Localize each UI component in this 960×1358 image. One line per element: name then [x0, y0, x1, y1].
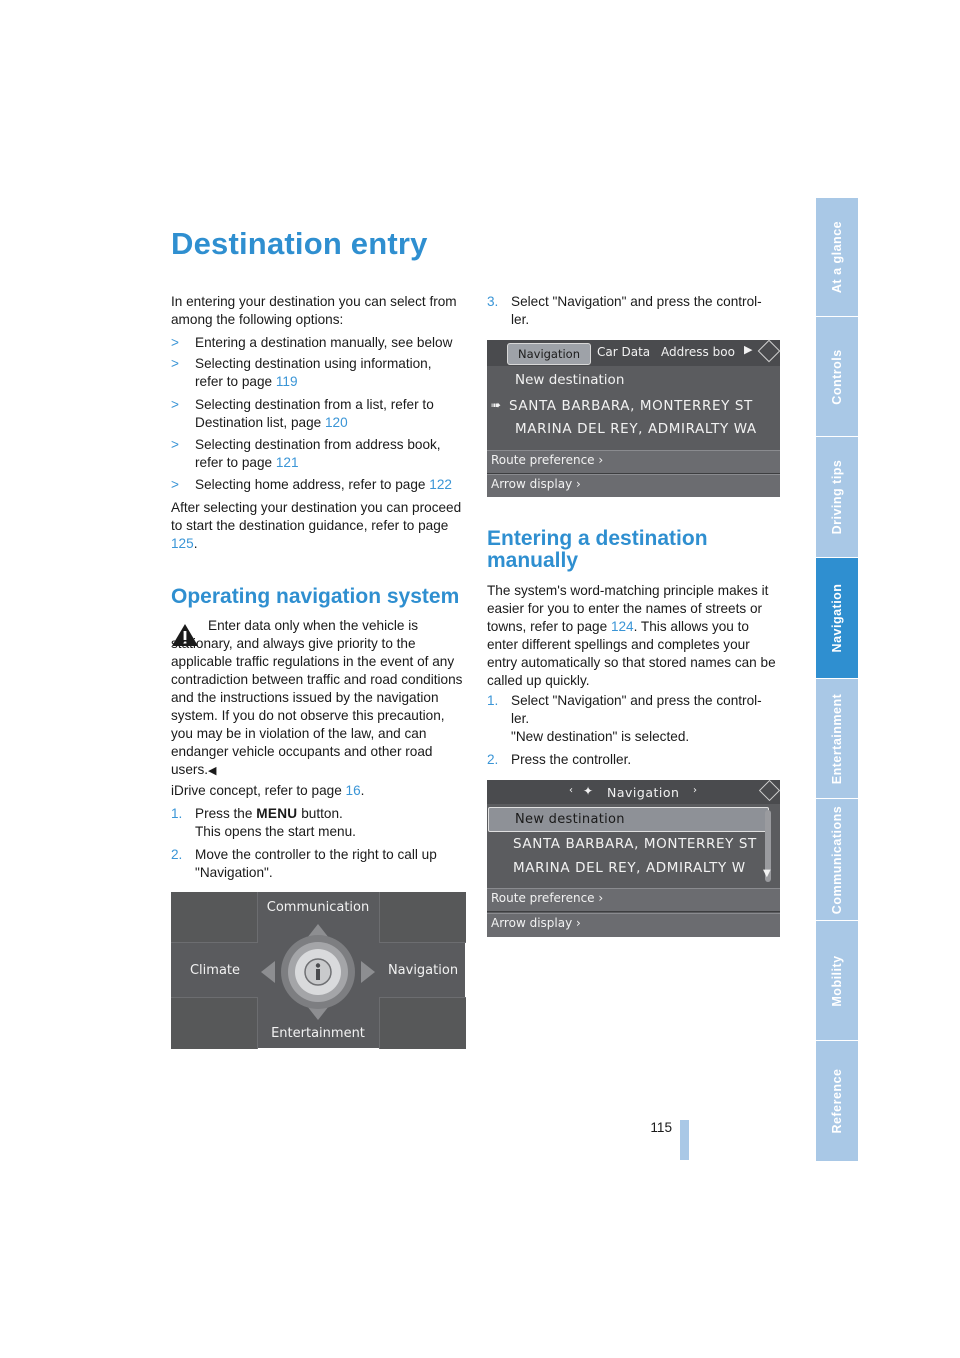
side-tab-navigation[interactable]: Navigation	[816, 557, 858, 678]
nav-item-new-destination[interactable]: New destination	[515, 372, 625, 388]
page-link[interactable]: 120	[324, 415, 348, 430]
side-tab-controls[interactable]: Controls	[816, 316, 858, 436]
tab-address-book[interactable]: Address boo	[661, 345, 735, 359]
tab-navigation[interactable]: Navigation	[507, 343, 591, 365]
arrow-display-button[interactable]: Arrow display ›	[491, 916, 581, 930]
satellite-icon: ✦	[583, 784, 594, 798]
section-text: The system's word-matching principle makes it easier for you to enter the names of streets or towns, refer to page 124. This allows you to enter different spellings and completes your entry automatically so that stored names can be called up quickly.	[487, 583, 776, 688]
page-link[interactable]: 124	[610, 619, 634, 634]
scroll-down-icon: ▼	[763, 868, 771, 879]
menu-item-climate[interactable]: Climate	[189, 963, 241, 978]
page-link[interactable]: 16	[345, 783, 361, 798]
idrive-menu-screenshot	[171, 892, 465, 1048]
page-title: Destination entry	[171, 226, 428, 261]
menu-item-entertainment[interactable]: Entertainment	[271, 1026, 365, 1041]
page-link[interactable]: 121	[275, 455, 299, 470]
info-icon	[304, 958, 332, 986]
arrow-display-button[interactable]: Arrow display ›	[491, 477, 581, 491]
route-preference-button[interactable]: Route preference ›	[491, 453, 604, 467]
chevron-left-icon: ‹	[569, 785, 573, 796]
header-navigation: Navigation	[607, 785, 680, 800]
arrow-icon: ➠	[491, 398, 502, 412]
page-marker	[680, 1120, 689, 1160]
page-link[interactable]: 119	[275, 374, 298, 389]
end-mark-icon: ◀	[208, 765, 217, 777]
side-tab-reference[interactable]: Reference	[816, 1040, 858, 1161]
section-heading: Operating navigation system	[171, 585, 460, 608]
new-destination-screenshot	[487, 780, 780, 936]
nav-item-destination[interactable]: SANTA BARBARA, MONTERREY ST	[509, 398, 753, 414]
warning-text: Enter data only when the vehicle is stationary, and always give priority to the applicable traffic regulations in the event of any contradiction between traffic and road conditions and the instructions issued by the navigation system. If you do not observe this precaution, you may be in violation of the law, and can endanger vehicle occupants and other road users.◀	[171, 618, 463, 777]
page-link[interactable]: 122	[429, 477, 452, 492]
nav-item-new-destination[interactable]: New destination	[515, 812, 625, 827]
menu-item-communication[interactable]: Communication	[266, 900, 370, 915]
page-link[interactable]: 125	[171, 536, 194, 551]
navigation-tab-screenshot	[487, 340, 780, 496]
chevron-right-icon: ›	[693, 785, 697, 796]
nav-item-destination[interactable]: MARINA DEL REY, ADMIRALTY W	[513, 860, 746, 876]
idrive-text: iDrive concept, refer to page 16.	[171, 783, 365, 798]
menu-button-label: MENU	[256, 806, 298, 821]
side-tab-communications[interactable]: Communications	[816, 798, 858, 920]
intro-text: In entering your destination you can select from among the following options:	[171, 294, 457, 327]
after-text: After selecting your destination you can proceed to start the destination guidance, refer to page 125.	[171, 500, 462, 551]
menu-item-navigation[interactable]: Navigation	[387, 963, 459, 978]
route-preference-button[interactable]: Route preference ›	[491, 891, 604, 905]
nav-item-destination[interactable]: SANTA BARBARA, MONTERREY ST	[513, 836, 757, 852]
side-tab-entertainment[interactable]: Entertainment	[816, 678, 858, 798]
section-heading: Entering a destination manually	[487, 527, 708, 572]
tab-car-data[interactable]: Car Data	[597, 345, 651, 359]
nav-item-destination[interactable]: MARINA DEL REY, ADMIRALTY WA	[515, 421, 757, 437]
chevron-right-icon: ▶	[744, 343, 753, 356]
side-tab-mobility[interactable]: Mobility	[816, 920, 858, 1040]
side-tab-driving-tips[interactable]: Driving tips	[816, 436, 858, 557]
side-tab-at-a-glance[interactable]: At a glance	[816, 197, 858, 316]
page-number: 115	[650, 1120, 672, 1135]
